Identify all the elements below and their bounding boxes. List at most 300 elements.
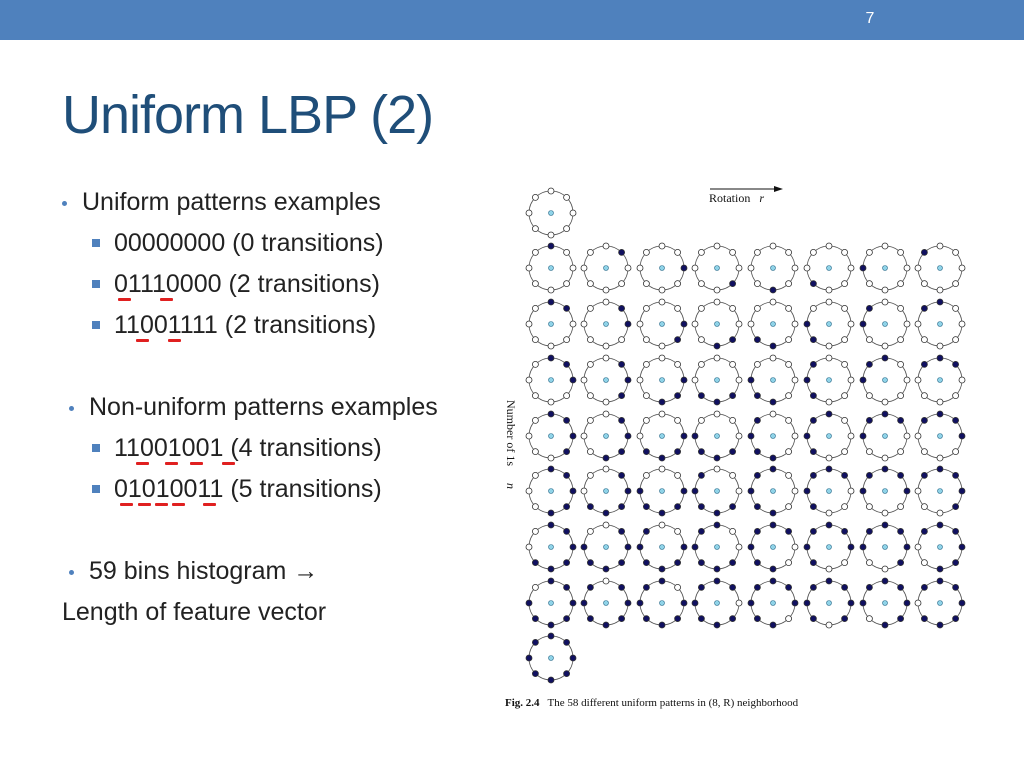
neighbor-on (548, 578, 554, 584)
neighbor-off (842, 560, 848, 566)
neighbor-on (848, 544, 854, 550)
neighbor-on (770, 343, 776, 349)
neighbor-on (564, 560, 570, 566)
neighbor-off (587, 281, 593, 287)
neighbor-off (866, 616, 872, 622)
pattern-circle (915, 411, 965, 461)
neighbor-on (681, 544, 687, 550)
neighbor-off (637, 433, 643, 439)
neighbor-off (526, 210, 532, 216)
center-pixel (660, 378, 665, 383)
neighbor-off (904, 321, 910, 327)
neighbor-on (804, 600, 810, 606)
neighbor-on (532, 616, 538, 622)
center-pixel (771, 266, 776, 271)
neighbor-off (619, 281, 625, 287)
pattern-circle (860, 411, 910, 461)
center-pixel (827, 434, 832, 439)
neighbor-off (714, 287, 720, 293)
neighbor-off (587, 472, 593, 478)
center-pixel (938, 322, 943, 327)
neighbor-off (526, 321, 532, 327)
neighbor-on (714, 622, 720, 628)
neighbor-off (603, 299, 609, 305)
pattern-circle (526, 188, 576, 238)
neighbor-off (581, 377, 587, 383)
neighbor-off (842, 281, 848, 287)
pattern-circle (526, 522, 576, 572)
neighbor-on (953, 504, 959, 510)
neighbor-on (953, 584, 959, 590)
neighbor-off (692, 321, 698, 327)
center-pixel (549, 378, 554, 383)
neighbor-off (826, 355, 832, 361)
neighbor-on (675, 504, 681, 510)
neighbor-on (959, 488, 965, 494)
neighbor-off (792, 433, 798, 439)
neighbor-on (804, 544, 810, 550)
neighbor-on (804, 433, 810, 439)
center-pixel (827, 489, 832, 494)
neighbor-off (532, 417, 538, 423)
histogram-text: 59 bins histogram (89, 557, 287, 585)
neighbor-off (548, 343, 554, 349)
neighbor-off (603, 522, 609, 528)
neighbor-off (532, 393, 538, 399)
neighbor-off (603, 243, 609, 249)
neighbor-on (581, 544, 587, 550)
pattern-circle (804, 411, 854, 461)
neighbor-off (882, 455, 888, 461)
neighbor-on (953, 361, 959, 367)
neighbor-on (882, 411, 888, 417)
neighbor-on (564, 671, 570, 677)
center-pixel (715, 266, 720, 271)
neighbor-on (804, 488, 810, 494)
neighbor-on (754, 616, 760, 622)
neighbor-off (581, 265, 587, 271)
pattern-circle (526, 355, 576, 405)
neighbor-off (792, 544, 798, 550)
neighbor-off (898, 281, 904, 287)
neighbor-on (786, 584, 792, 590)
uniform-example: 01110000 (2 transitions) (114, 270, 380, 298)
pattern-circle (526, 633, 576, 683)
neighbor-off (698, 361, 704, 367)
pattern-circle (748, 299, 798, 349)
uniform-example: 00000000 (0 transitions) (114, 229, 384, 257)
neighbor-off (786, 281, 792, 287)
neighbor-on (866, 361, 872, 367)
neighbor-on (643, 560, 649, 566)
center-pixel (771, 378, 776, 383)
neighbor-off (659, 522, 665, 528)
neighbor-off (570, 265, 576, 271)
neighbor-off (736, 321, 742, 327)
neighbor-off (548, 188, 554, 194)
neighbor-off (842, 305, 848, 311)
center-pixel (604, 601, 609, 606)
neighbor-off (898, 393, 904, 399)
neighbor-off (619, 337, 625, 343)
center-pixel (604, 322, 609, 327)
neighbor-on (786, 528, 792, 534)
center-pixel (549, 601, 554, 606)
neighbor-off (937, 510, 943, 516)
neighbor-on (625, 488, 631, 494)
neighbor-on (603, 566, 609, 572)
neighbor-on (675, 449, 681, 455)
neighbor-on (810, 449, 816, 455)
neighbor-on (681, 321, 687, 327)
pattern-circle (915, 578, 965, 628)
neighbor-off (581, 488, 587, 494)
nonuniform-example: 11001001 (4 transitions) (114, 434, 382, 462)
neighbor-on (921, 249, 927, 255)
neighbor-off (603, 466, 609, 472)
neighbor-on (643, 449, 649, 455)
neighbor-off (548, 232, 554, 238)
neighbor-off (848, 433, 854, 439)
neighbor-on (770, 566, 776, 572)
neighbor-on (619, 616, 625, 622)
pattern-circle (637, 522, 687, 572)
neighbor-on (770, 455, 776, 461)
neighbor-off (698, 417, 704, 423)
center-pixel (771, 545, 776, 550)
neighbor-on (675, 616, 681, 622)
neighbor-off (826, 622, 832, 628)
neighbor-on (898, 472, 904, 478)
neighbor-off (842, 249, 848, 255)
neighbor-on (625, 600, 631, 606)
neighbor-off (587, 449, 593, 455)
neighbor-off (603, 399, 609, 405)
neighbor-off (570, 210, 576, 216)
pattern-circle (860, 243, 910, 293)
neighbor-off (786, 305, 792, 311)
neighbor-off (532, 226, 538, 232)
neighbor-on (698, 472, 704, 478)
neighbor-on (754, 560, 760, 566)
neighbor-on (548, 522, 554, 528)
neighbor-on (810, 281, 816, 287)
neighbor-on (659, 399, 665, 405)
pattern-circle (637, 411, 687, 461)
neighbor-off (882, 343, 888, 349)
neighbor-off (882, 566, 888, 572)
neighbor-on (810, 504, 816, 510)
neighbor-off (898, 249, 904, 255)
pattern-circle (915, 466, 965, 516)
neighbor-off (587, 337, 593, 343)
neighbor-off (898, 449, 904, 455)
neighbor-on (587, 560, 593, 566)
neighbor-on (730, 504, 736, 510)
neighbor-off (842, 449, 848, 455)
neighbor-off (937, 399, 943, 405)
neighbor-on (866, 417, 872, 423)
neighbor-on (921, 584, 927, 590)
center-pixel (549, 489, 554, 494)
center-pixel (883, 266, 888, 271)
neighbor-on (810, 528, 816, 534)
neighbor-on (953, 528, 959, 534)
center-pixel (549, 434, 554, 439)
neighbor-on (587, 504, 593, 510)
pattern-circle (637, 466, 687, 516)
neighbor-on (937, 522, 943, 528)
neighbor-on (564, 504, 570, 510)
center-pixel (771, 434, 776, 439)
neighbor-on (937, 355, 943, 361)
neighbor-on (866, 472, 872, 478)
neighbor-on (637, 488, 643, 494)
neighbor-on (826, 578, 832, 584)
neighbor-off (564, 194, 570, 200)
neighbor-on (748, 488, 754, 494)
neighbor-off (786, 417, 792, 423)
neighbor-on (675, 560, 681, 566)
neighbor-off (848, 488, 854, 494)
neighbor-on (860, 377, 866, 383)
pattern-circle (692, 411, 742, 461)
neighbor-off (786, 393, 792, 399)
neighbor-on (714, 566, 720, 572)
feature-vector-text: Length of feature vector (62, 598, 327, 626)
neighbor-on (959, 544, 965, 550)
neighbor-off (786, 249, 792, 255)
neighbor-off (959, 321, 965, 327)
pattern-circle (804, 299, 854, 349)
neighbor-off (848, 265, 854, 271)
neighbor-on (770, 578, 776, 584)
center-pixel (660, 434, 665, 439)
center-pixel (715, 601, 720, 606)
pattern-circle (860, 522, 910, 572)
neighbor-off (804, 265, 810, 271)
pattern-circle (860, 578, 910, 628)
neighbor-off (698, 249, 704, 255)
pattern-circle (748, 578, 798, 628)
neighbor-off (826, 455, 832, 461)
neighbor-on (603, 455, 609, 461)
neighbor-off (915, 321, 921, 327)
center-pixel (938, 266, 943, 271)
neighbor-on (548, 510, 554, 516)
neighbor-on (564, 472, 570, 478)
neighbor-off (659, 411, 665, 417)
neighbor-on (810, 393, 816, 399)
pattern-circle (915, 355, 965, 405)
neighbor-on (810, 337, 816, 343)
neighbor-off (921, 560, 927, 566)
neighbor-on (714, 455, 720, 461)
neighbor-off (637, 377, 643, 383)
pattern-circle (915, 522, 965, 572)
neighbor-off (754, 281, 760, 287)
neighbor-off (587, 361, 593, 367)
pattern-circle (526, 299, 576, 349)
bullet-uniform-heading: Uniform patterns examples (82, 188, 381, 216)
neighbor-off (786, 616, 792, 622)
pattern-circle (581, 466, 631, 516)
pattern-circle (692, 522, 742, 572)
neighbor-off (770, 355, 776, 361)
pattern-circle (581, 411, 631, 461)
neighbor-off (675, 584, 681, 590)
neighbor-on (681, 600, 687, 606)
neighbor-off (526, 488, 532, 494)
neighbor-on (898, 417, 904, 423)
neighbor-on (770, 399, 776, 405)
neighbor-on (625, 433, 631, 439)
neighbor-on (564, 417, 570, 423)
center-pixel (883, 545, 888, 550)
pattern-circle (526, 243, 576, 293)
neighbor-off (866, 560, 872, 566)
neighbor-off (564, 281, 570, 287)
neighbor-off (770, 299, 776, 305)
neighbor-off (736, 600, 742, 606)
neighbor-off (736, 544, 742, 550)
center-pixel (715, 489, 720, 494)
neighbor-off (637, 321, 643, 327)
neighbor-on (860, 600, 866, 606)
center-pixel (549, 656, 554, 661)
pattern-circle (692, 243, 742, 293)
pattern-circle (748, 522, 798, 572)
neighbor-on (754, 528, 760, 534)
neighbor-off (603, 578, 609, 584)
neighbor-on (953, 472, 959, 478)
neighbor-on (532, 639, 538, 645)
pattern-circle (526, 411, 576, 461)
neighbor-off (675, 528, 681, 534)
neighbor-on (904, 488, 910, 494)
neighbor-off (587, 528, 593, 534)
neighbor-off (904, 265, 910, 271)
neighbor-on (548, 677, 554, 683)
neighbor-off (692, 265, 698, 271)
neighbor-on (643, 504, 649, 510)
neighbor-off (921, 281, 927, 287)
neighbor-on (804, 377, 810, 383)
neighbor-off (526, 377, 532, 383)
neighbor-off (675, 361, 681, 367)
neighbor-on (937, 566, 943, 572)
neighbor-on (619, 361, 625, 367)
neighbor-off (826, 287, 832, 293)
neighbor-on (842, 528, 848, 534)
neighbor-on (921, 472, 927, 478)
neighbor-on (770, 287, 776, 293)
pattern-circle (860, 299, 910, 349)
neighbor-off (810, 249, 816, 255)
neighbor-off (826, 399, 832, 405)
neighbor-off (675, 305, 681, 311)
neighbor-on (921, 528, 927, 534)
neighbor-on (882, 522, 888, 528)
neighbor-off (848, 321, 854, 327)
neighbor-off (603, 411, 609, 417)
neighbor-off (730, 528, 736, 534)
neighbor-on (526, 600, 532, 606)
neighbor-off (532, 528, 538, 534)
center-pixel (771, 601, 776, 606)
neighbor-off (842, 417, 848, 423)
neighbor-on (681, 433, 687, 439)
slide-number: 7 (865, 10, 875, 27)
center-pixel (660, 489, 665, 494)
neighbor-off (937, 287, 943, 293)
neighbor-on (643, 528, 649, 534)
neighbor-off (792, 265, 798, 271)
neighbor-off (675, 249, 681, 255)
neighbor-off (915, 433, 921, 439)
neighbor-on (698, 616, 704, 622)
neighbor-on (692, 544, 698, 550)
neighbor-on (570, 600, 576, 606)
neighbor-off (532, 584, 538, 590)
neighbor-off (659, 466, 665, 472)
center-pixel (715, 322, 720, 327)
neighbor-off (848, 377, 854, 383)
center-pixel (549, 322, 554, 327)
neighbor-off (921, 337, 927, 343)
center-pixel (771, 489, 776, 494)
neighbor-on (921, 616, 927, 622)
neighbor-off (953, 449, 959, 455)
neighbor-on (959, 600, 965, 606)
neighbor-on (754, 584, 760, 590)
neighbor-on (921, 417, 927, 423)
center-pixel (827, 322, 832, 327)
neighbor-off (564, 226, 570, 232)
neighbor-on (698, 528, 704, 534)
neighbor-on (754, 449, 760, 455)
neighbor-on (937, 622, 943, 628)
pattern-circle (526, 578, 576, 628)
neighbor-on (619, 528, 625, 534)
center-pixel (604, 378, 609, 383)
neighbor-off (603, 343, 609, 349)
neighbor-on (659, 578, 665, 584)
neighbor-on (953, 616, 959, 622)
center-pixel (883, 434, 888, 439)
neighbor-on (826, 411, 832, 417)
neighbor-on (730, 584, 736, 590)
center-pixel (660, 545, 665, 550)
neighbor-off (842, 504, 848, 510)
neighbor-off (659, 355, 665, 361)
neighbor-off (587, 305, 593, 311)
neighbor-off (915, 265, 921, 271)
neighbor-off (937, 243, 943, 249)
neighbor-off (882, 243, 888, 249)
neighbor-on (730, 560, 736, 566)
neighbor-on (714, 399, 720, 405)
neighbor-on (532, 560, 538, 566)
center-pixel (604, 489, 609, 494)
neighbor-on (681, 265, 687, 271)
neighbor-off (714, 411, 720, 417)
neighbor-off (959, 265, 965, 271)
neighbor-off (675, 417, 681, 423)
neighbor-off (643, 337, 649, 343)
neighbor-on (692, 433, 698, 439)
neighbor-off (692, 377, 698, 383)
